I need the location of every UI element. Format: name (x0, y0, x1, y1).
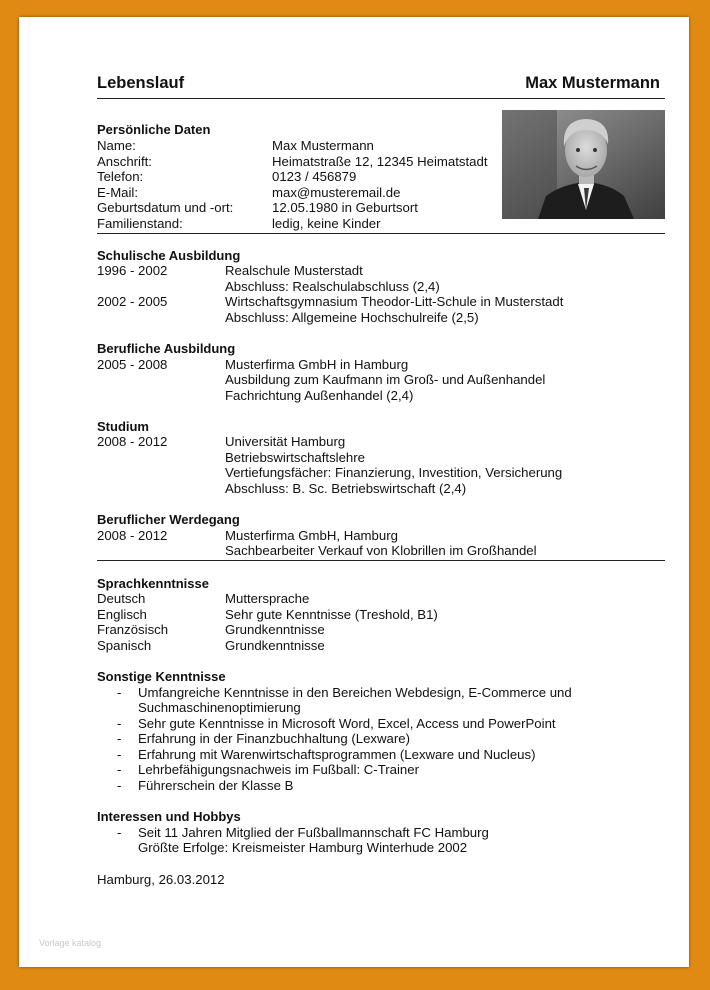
career-period: 2008 - 2012 (97, 527, 168, 543)
personal-heading: Persönliche Daten (97, 122, 211, 137)
bullet-dash: - (117, 824, 122, 840)
school-line: Abschluss: Allgemeine Hochschulreife (2,5) (225, 309, 479, 325)
language-name: Französisch (97, 622, 169, 637)
skill-item: Umfangreiche Kenntnisse in den Bereichen Webdesign, E-Commerce und (138, 684, 572, 700)
profile-photo-image (502, 110, 665, 219)
section-rule (97, 233, 665, 234)
personal-value: Heimatstraße 12, 12345 Heimatstadt (272, 153, 488, 169)
skill-item: Sehr gute Kenntnisse in Microsoft Word, Excel, Access und PowerPoint (138, 715, 556, 731)
bullet-dash: - (117, 762, 122, 777)
career-line: Sachbearbeiter Verkauf von Klobrillen im Großhandel (225, 543, 537, 558)
personal-value: 0123 / 456879 (272, 169, 357, 184)
school-heading: Schulische Ausbildung (97, 248, 241, 263)
bullet-dash: - (117, 746, 122, 762)
language-level: Sehr gute Kenntnisse (Treshold, B1) (225, 606, 438, 622)
section-rule (97, 560, 665, 561)
header-rule (97, 98, 665, 99)
study-heading: Studium (97, 419, 149, 434)
skill-item: Erfahrung mit Warenwirtschaftsprogrammen (Lexware und Nucleus) (138, 746, 536, 762)
header-name: Max Mustermann (525, 74, 660, 92)
skill-item: Führerschein der Klasse B (138, 777, 294, 793)
profile-photo (502, 110, 665, 219)
language-level: Muttersprache (225, 591, 310, 606)
personal-label: E-Mail: (97, 184, 139, 200)
language-name: Spanisch (97, 637, 152, 653)
bullet-dash: - (117, 777, 122, 793)
personal-value: 12.05.1980 in Geburtsort (272, 200, 418, 215)
study-line: Vertiefungsfächer: Finanzierung, Investition, Versicherung (225, 465, 563, 480)
school-period: 2002 - 2005 (97, 294, 168, 309)
vocational-line: Fachrichtung Außenhandel (2,4) (225, 387, 414, 403)
language-name: Englisch (97, 606, 147, 622)
vocational-line: Ausbildung zum Kaufmann im Groß- und Außenhandel (225, 372, 546, 387)
study-line: Betriebswirtschaftslehre (225, 449, 365, 465)
bullet-dash: - (117, 715, 122, 731)
personal-value: Max Mustermann (272, 138, 374, 153)
study-line: Universität Hamburg (225, 434, 346, 449)
language-level: Grundkenntnisse (225, 622, 325, 637)
bullet-dash: - (117, 684, 122, 700)
personal-label: Name: (97, 138, 136, 153)
hobby-item: Seit 11 Jahren Mitglied der Fußballmannschaft FC Hamburg (138, 824, 489, 840)
personal-label: Anschrift: (97, 153, 152, 169)
vocational-period: 2005 - 2008 (97, 356, 168, 372)
language-name: Deutsch (97, 591, 146, 606)
study-period: 2008 - 2012 (97, 434, 168, 449)
personal-label: Telefon: (97, 169, 144, 184)
vocational-heading: Berufliche Ausbildung (97, 341, 236, 356)
place-date: Hamburg, 26.03.2012 (97, 872, 225, 887)
study-line: Abschluss: B. Sc. Betriebswirtschaft (2,4) (225, 480, 467, 496)
skills-heading: Sonstige Kenntnisse (97, 669, 226, 684)
hobbies-heading: Interessen und Hobbys (97, 809, 241, 824)
watermark: Vorlage katalog (39, 938, 102, 948)
personal-label: Familienstand: (97, 215, 183, 231)
school-line: Wirtschaftsgymnasium Theodor-Litt-Schule in Musterstadt (225, 294, 564, 309)
school-period: 1996 - 2002 (97, 263, 168, 278)
document-title: Lebenslauf (97, 74, 185, 92)
school-line: Abschluss: Realschulabschluss (2,4) (225, 278, 440, 294)
vocational-line: Musterfirma GmbH in Hamburg (225, 356, 409, 372)
cv-page (19, 17, 689, 967)
school-line: Realschule Musterstadt (225, 263, 363, 278)
skill-item: Erfahrung in der Finanzbuchhaltung (Lexware) (138, 731, 410, 746)
languages-heading: Sprachkenntnisse (97, 576, 209, 591)
bullet-dash: - (117, 731, 122, 746)
career-line: Musterfirma GmbH, Hamburg (225, 527, 398, 543)
career-heading: Beruflicher Werdegang (97, 512, 240, 527)
personal-label: Geburtsdatum und -ort: (97, 200, 234, 215)
skill-item: Lehrbefähigungsnachweis im Fußball: C-Trainer (138, 762, 419, 777)
personal-value: ledig, keine Kinder (272, 215, 381, 231)
language-level: Grundkenntnisse (225, 637, 325, 653)
personal-value: max@musteremail.de (272, 184, 401, 200)
hobby-item: Größte Erfolge: Kreismeister Hamburg Winterhude 2002 (138, 840, 468, 855)
skill-item: Suchmaschinenoptimierung (138, 700, 301, 715)
